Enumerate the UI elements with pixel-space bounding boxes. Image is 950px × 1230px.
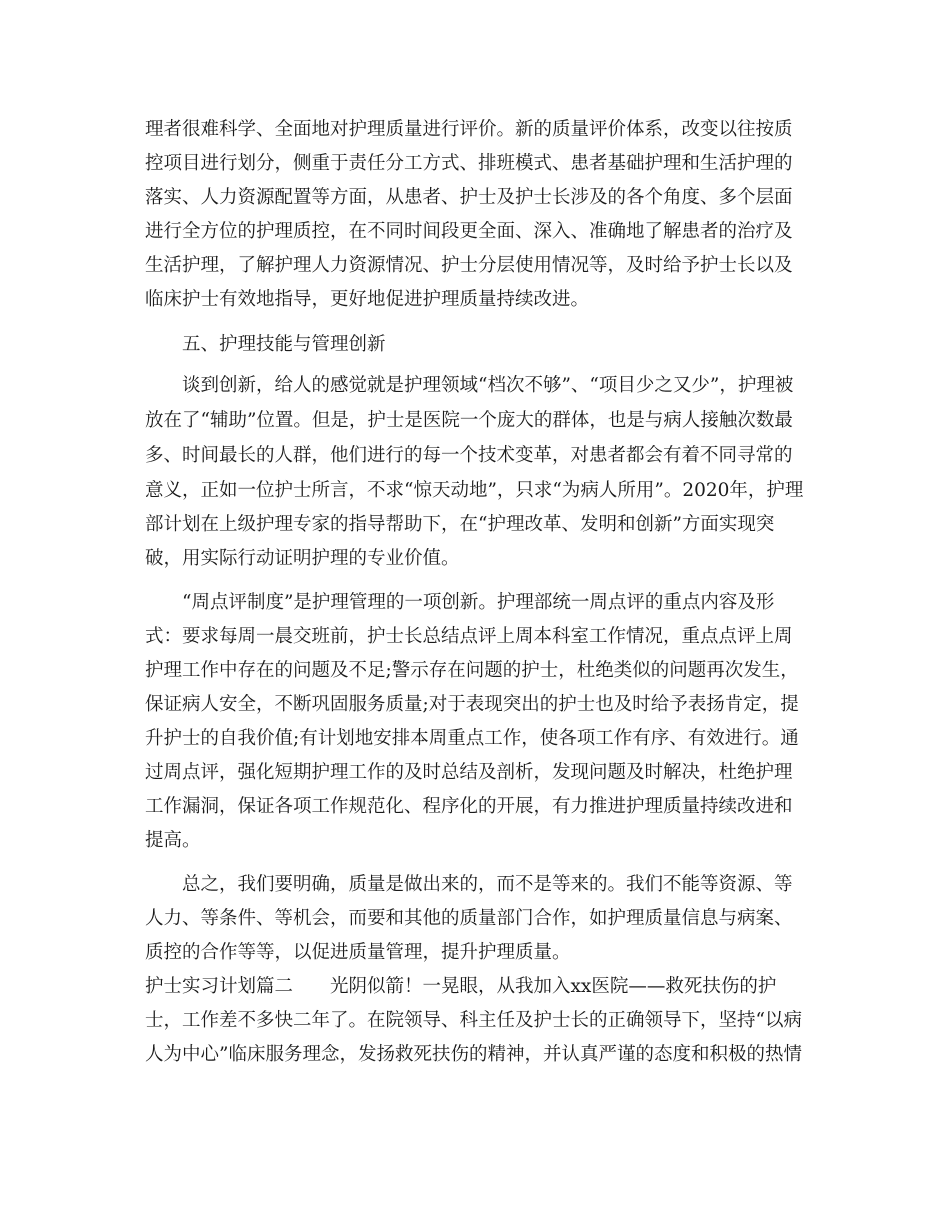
text-line: 士，工作差不多快二年了。在院领导、科主任及护士长的正确领导下，坚持“以病 [145, 1010, 802, 1031]
text-line: 理者很难科学、全面地对护理质量进行评价。新的质量评价体系，改变以往按质 [145, 119, 793, 140]
text-line: 护理工作中存在的问题及不足;警示存在问题的护士，杜绝类似的问题再次发生， [145, 660, 799, 681]
text-line: 人为中心”临床服务理念，发扬救死扶伤的精神，并认真严谨的态度和积极的热情 [145, 1044, 802, 1065]
text-line: 总之，我们要明确，质量是做出来的，而不是等来的。我们不能等资源、等 [182, 874, 793, 895]
text-line: 控项目进行划分，侧重于责任分工方式、排班模式、患者基础护理和生活护理的 [145, 153, 793, 174]
text-line: 式：要求每周一晨交班前，护士长总结点评上周本科室工作情况，重点点评上周 [145, 626, 793, 647]
text-line: 提高。 [145, 830, 201, 851]
text-line: 部计划在上级护理专家的指导帮助下，在“护理改革、发明和创新”方面实现突 [145, 514, 775, 535]
text-line: 落实、人力资源配置等方面，从患者、护士及护士长涉及的各个角度、多个层面 [145, 187, 793, 208]
text-line: 升护士的自我价值;有计划地安排本周重点工作，使各项工作有序、有效进行。通 [145, 728, 799, 749]
section-heading: 五、护理技能与管理创新 [182, 334, 386, 355]
text-line: 工作漏洞，保证各项工作规范化、程序化的开展，有力推进护理质量持续改进和 [145, 796, 793, 817]
text-line: 放在了“辅助”位置。但是，护士是医院一个庞大的群体，也是与病人接触次数最 [145, 410, 793, 431]
text-line: 多、时间最长的人群，他们进行的每一个技术变革，对患者都会有着不同寻常的 [145, 445, 793, 466]
text-line: “周点评制度”是护理管理的一项创新。护理部统一周点评的重点内容及形 [182, 592, 775, 613]
text-line: 过周点评，强化短期护理工作的及时总结及剖析，发现问题及时解决，杜绝护理 [145, 762, 793, 783]
text-line: 意义，正如一位护士所言，不求“惊天动地”，只求“为病人所用”。2020年，护理 [145, 480, 804, 501]
text-line: 保证病人安全，不断巩固服务质量;对于表现突出的护士也及时给予表扬肯定，提 [145, 694, 799, 715]
text-line: 生活护理，了解护理人力资源情况、护士分层使用情况等，及时给予护士长以及 [145, 255, 793, 276]
text-line: 谈到创新，给人的感觉就是护理领域“档次不够”、“项目少之又少”，护理被 [182, 375, 794, 396]
text-line: 进行全方位的护理质控，在不同时间段更全面、深入、准确地了解患者的治疗及 [145, 221, 793, 242]
text-line: 破，用实际行动证明护理的专业价值。 [145, 548, 460, 569]
section-heading: 护士实习计划篇二 光阴似箭！一晃眼，从我加入xx医院——救死扶伤的护 [145, 976, 777, 997]
text-line: 临床护士有效地指导，更好地促进护理质量持续改进。 [145, 289, 590, 310]
text-line: 质控的合作等等，以促进质量管理，提升护理质量。 [145, 942, 571, 963]
text-line: 人力、等条件、等机会，而要和其他的质量部门合作，如护理质量信息与病案、 [145, 908, 793, 929]
